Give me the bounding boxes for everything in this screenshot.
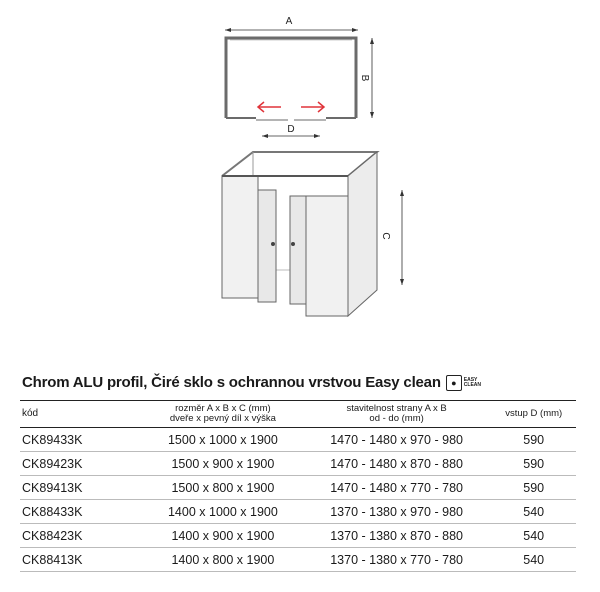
- sliding-arrows: [258, 102, 324, 112]
- easy-clean-badge: ● EASY CLEAN: [446, 375, 481, 391]
- table-header-row: [20, 401, 576, 428]
- cell-entry: 590: [491, 476, 576, 500]
- label-d: D: [287, 124, 295, 135]
- cell-code: CK88423K: [20, 524, 144, 548]
- cell-size: 1500 x 900 x 1900: [144, 452, 302, 476]
- table-row: [20, 452, 576, 476]
- cell-adjust: 1470 - 1480 x 770 - 780: [302, 476, 492, 500]
- cell-size: 1500 x 800 x 1900: [144, 476, 302, 500]
- cell-size: 1400 x 900 x 1900: [144, 524, 302, 548]
- cell-code: CK89413K: [20, 476, 144, 500]
- table-row: [20, 548, 576, 572]
- header-entry: vstup D (mm): [491, 401, 576, 428]
- cell-code: CK88433K: [20, 500, 144, 524]
- title-row: [22, 374, 481, 391]
- cell-entry: 590: [491, 428, 576, 452]
- perspective-view: [222, 152, 404, 316]
- cell-size: 1500 x 1000 x 1900: [144, 428, 302, 452]
- plan-outline: [226, 38, 356, 118]
- cell-adjust: 1370 - 1380 x 970 - 980: [302, 500, 492, 524]
- table-row: [20, 428, 576, 452]
- cell-adjust: 1370 - 1380 x 770 - 780: [302, 548, 492, 572]
- cell-size: 1400 x 1000 x 1900: [144, 500, 302, 524]
- cell-entry: 540: [491, 524, 576, 548]
- cell-code: CK89433K: [20, 428, 144, 452]
- header-adjust: stavitelnost strany A x B od - do (mm): [302, 401, 492, 428]
- cell-code: CK89423K: [20, 452, 144, 476]
- cell-entry: 590: [491, 452, 576, 476]
- label-b: B: [359, 74, 370, 82]
- cell-entry: 540: [491, 500, 576, 524]
- cell-adjust: 1470 - 1480 x 970 - 980: [302, 428, 492, 452]
- label-a: A: [285, 16, 293, 27]
- cell-size: 1400 x 800 x 1900: [144, 548, 302, 572]
- header-code: kód: [20, 401, 144, 428]
- table-row: [20, 500, 576, 524]
- spec-table: [20, 400, 576, 572]
- cell-adjust: 1470 - 1480 x 870 - 880: [302, 452, 492, 476]
- header-size: rozměr A x B x C (mm) dveře x pevný díl x výška: [144, 401, 302, 428]
- table-row: [20, 476, 576, 500]
- table-row: [20, 524, 576, 548]
- plan-view: [225, 28, 374, 138]
- label-c: C: [380, 232, 391, 240]
- water-drop-icon: ●: [446, 375, 462, 391]
- cell-entry: 540: [491, 548, 576, 572]
- product-title: Chrom ALU profil, Čiré sklo s ochrannou vrstvou Easy clean: [22, 374, 441, 391]
- cell-adjust: 1370 - 1380 x 870 - 880: [302, 524, 492, 548]
- cell-code: CK88413K: [20, 548, 144, 572]
